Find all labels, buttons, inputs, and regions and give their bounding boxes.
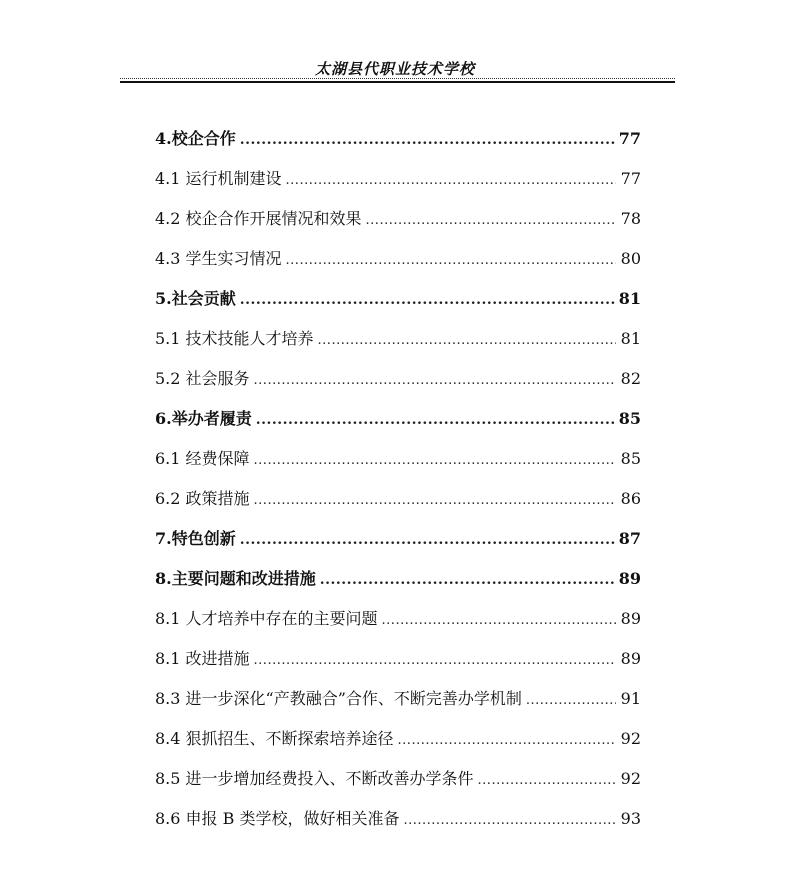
toc-page-number: 86 [620,489,641,508]
page-header [120,50,675,82]
toc-dot-leader [320,567,616,593]
toc-section-entry[interactable] [155,286,641,326]
toc-page-number: 85 [618,409,641,428]
table-of-contents [155,126,641,846]
toc-subsection-entry[interactable] [155,446,641,486]
toc-dot-leader [286,168,616,194]
toc-entry-title: 6.举办者履责 [155,409,252,428]
toc-entry-title: 4.3 学生实习情况 [155,249,282,268]
toc-dot-leader [254,488,616,514]
toc-subsection-entry[interactable] [155,326,641,366]
toc-entry-title: 5.1 技术技能人才培养 [155,329,314,348]
toc-section-entry[interactable] [155,526,641,566]
toc-dot-leader [398,728,616,754]
toc-page-number: 89 [618,569,641,588]
toc-page-number: 81 [620,329,641,348]
toc-page-number: 81 [618,289,641,308]
toc-dot-leader [254,648,616,674]
toc-dot-leader [403,808,616,834]
toc-section-entry[interactable] [155,126,641,166]
toc-page-number: 89 [620,609,641,628]
toc-subsection-entry[interactable] [155,766,641,806]
toc-page-number: 91 [620,689,641,708]
toc-subsection-entry[interactable] [155,646,641,686]
toc-page-number: 92 [620,729,641,748]
toc-entry-title: 8.3 进一步深化“产教融合”合作、不断完善办学机制 [155,689,522,708]
toc-subsection-entry[interactable] [155,486,641,526]
toc-dot-leader [240,287,616,313]
toc-page-number: 80 [620,249,641,268]
toc-subsection-entry[interactable] [155,366,641,406]
toc-page-number: 77 [618,129,641,148]
toc-page-number: 93 [620,809,641,828]
toc-subsection-entry[interactable] [155,806,641,846]
toc-entry-title: 5.2 社会服务 [155,369,250,388]
header-dotted-rule [120,78,675,79]
toc-subsection-entry[interactable] [155,206,641,246]
toc-dot-leader [318,328,616,354]
toc-page-number: 77 [620,169,641,188]
toc-dot-leader [254,448,616,474]
header-title: 太湖县代职业技术学校 [315,60,476,78]
toc-subsection-entry[interactable] [155,166,641,206]
toc-dot-leader [526,688,616,714]
toc-dot-leader [382,608,616,634]
toc-entry-title: 6.2 政策措施 [155,489,250,508]
toc-entry-title: 8.4 狠抓招生、不断探索培养途径 [155,729,394,748]
toc-entry-title: 8.1 改进措施 [155,649,250,668]
toc-entry-title: 5.社会贡献 [155,289,236,308]
toc-dot-leader [478,768,616,794]
toc-page-number: 87 [618,529,641,548]
toc-page-number: 78 [620,209,641,228]
toc-entry-title: 8.1 人才培养中存在的主要问题 [155,609,378,628]
toc-entry-title: 8.5 进一步增加经费投入、不断改善办学条件 [155,769,474,788]
toc-page-number: 89 [620,649,641,668]
toc-subsection-entry[interactable] [155,246,641,286]
header-rule [120,81,675,83]
toc-entry-title: 4.校企合作 [155,129,236,148]
toc-section-entry[interactable] [155,406,641,446]
toc-page-number: 92 [620,769,641,788]
toc-dot-leader [256,407,616,433]
toc-entry-title: 4.1 运行机制建设 [155,169,282,188]
toc-subsection-entry[interactable] [155,606,641,646]
toc-dot-leader [366,208,616,234]
toc-subsection-entry[interactable] [155,686,641,726]
toc-subsection-entry[interactable] [155,726,641,766]
toc-entry-title: 8.主要问题和改进措施 [155,569,316,588]
toc-page-number: 82 [620,369,641,388]
toc-entry-title: 6.1 经费保障 [155,449,250,468]
toc-dot-leader [254,368,616,394]
toc-entry-title: 7.特色创新 [155,529,236,548]
toc-dot-leader [286,248,616,274]
toc-page-number: 85 [620,449,641,468]
toc-entry-title: 4.2 校企合作开展情况和效果 [155,209,362,228]
toc-dot-leader [240,527,616,553]
toc-section-entry[interactable] [155,566,641,606]
toc-dot-leader [240,127,616,153]
toc-entry-title: 8.6 申报 B 类学校，做好相关准备 [155,809,400,828]
